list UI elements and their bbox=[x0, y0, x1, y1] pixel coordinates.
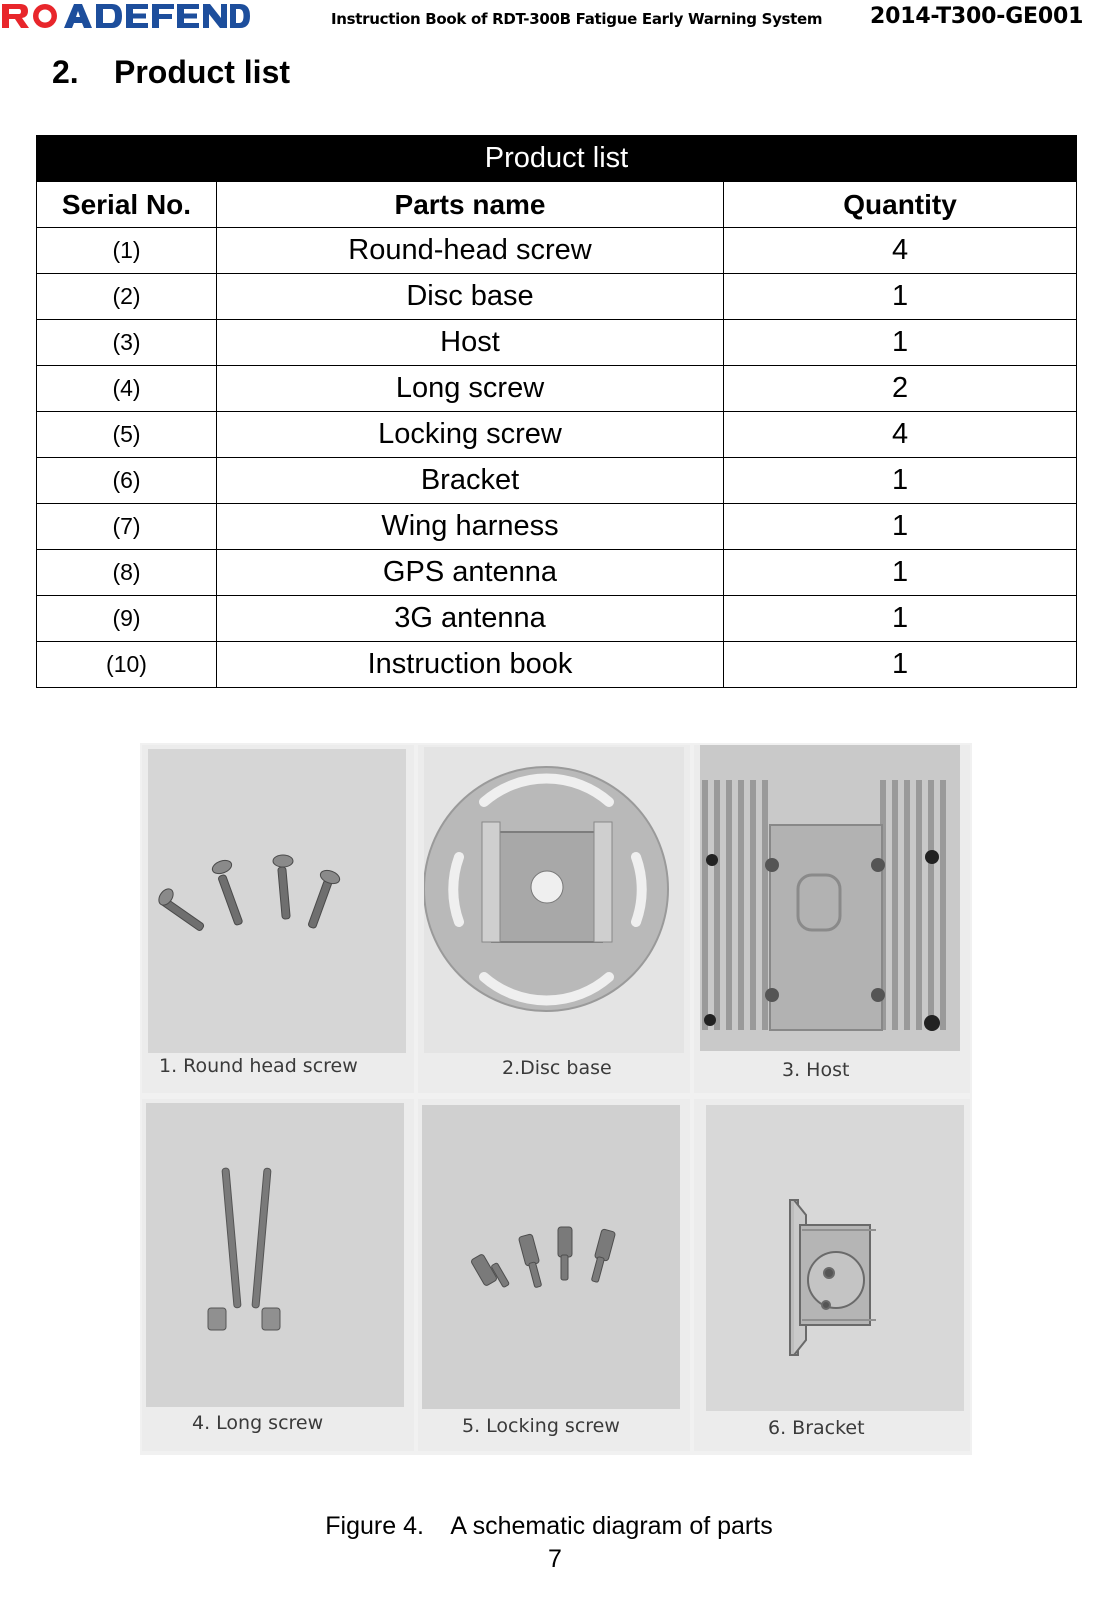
quantity-cell: 1 bbox=[724, 550, 1077, 596]
table-row bbox=[37, 642, 1077, 688]
long-screw-photo bbox=[146, 1103, 404, 1407]
part-name-cell: Wing harness bbox=[217, 504, 724, 550]
table-row bbox=[37, 274, 1077, 320]
part-name-cell: GPS antenna bbox=[217, 550, 724, 596]
part-name-cell: Disc base bbox=[217, 274, 724, 320]
serial-cell: (10) bbox=[37, 642, 217, 688]
serial-cell: (7) bbox=[37, 504, 217, 550]
figure-caption: Figure 4. A schematic diagram of parts bbox=[325, 1512, 773, 1540]
host-photo bbox=[700, 745, 960, 1051]
quantity-cell: 4 bbox=[724, 412, 1077, 458]
table-row bbox=[37, 504, 1077, 550]
quantity-cell: 1 bbox=[724, 642, 1077, 688]
section-heading bbox=[52, 54, 290, 91]
roadefend-logo bbox=[0, 0, 252, 32]
section-title-text: Product list bbox=[114, 54, 291, 90]
table-row bbox=[37, 320, 1077, 366]
quantity-cell: 1 bbox=[724, 504, 1077, 550]
part-name-cell: 3G antenna bbox=[217, 596, 724, 642]
panel-locking-screw bbox=[418, 1099, 690, 1451]
quantity-cell: 1 bbox=[724, 596, 1077, 642]
part-name-cell: Host bbox=[217, 320, 724, 366]
page-number: 7 bbox=[548, 1545, 562, 1573]
product-list-table bbox=[36, 135, 1077, 688]
serial-cell: (5) bbox=[37, 412, 217, 458]
parts-figure bbox=[140, 743, 972, 1455]
part-name-cell: Locking screw bbox=[217, 412, 724, 458]
table-row bbox=[37, 550, 1077, 596]
locking-screw-photo bbox=[422, 1105, 680, 1409]
part-name-cell: Bracket bbox=[217, 458, 724, 504]
column-header-serial: Serial No. bbox=[37, 182, 217, 228]
document-code: 2014-T300-GE001 bbox=[870, 4, 1084, 29]
panel-round-head-screw bbox=[142, 745, 414, 1093]
quantity-cell: 1 bbox=[724, 274, 1077, 320]
document-title: Instruction Book of RDT-300B Fatigue Early Warning System bbox=[331, 10, 823, 28]
panel-label: 5. Locking screw bbox=[462, 1415, 620, 1437]
quantity-cell: 1 bbox=[724, 320, 1077, 366]
bracket-photo bbox=[706, 1105, 964, 1411]
serial-cell: (6) bbox=[37, 458, 217, 504]
serial-cell: (8) bbox=[37, 550, 217, 596]
panel-host bbox=[694, 745, 970, 1093]
serial-cell: (2) bbox=[37, 274, 217, 320]
panel-bracket bbox=[694, 1099, 970, 1451]
panel-label: 2.Disc base bbox=[502, 1057, 612, 1079]
part-name-cell: Round-head screw bbox=[217, 228, 724, 274]
panel-long-screw bbox=[142, 1099, 414, 1451]
panel-label: 1. Round head screw bbox=[159, 1055, 358, 1077]
table-row bbox=[37, 412, 1077, 458]
quantity-cell: 2 bbox=[724, 366, 1077, 412]
column-header-quantity: Quantity bbox=[724, 182, 1077, 228]
round-head-screw-photo bbox=[148, 749, 406, 1053]
table-row bbox=[37, 366, 1077, 412]
quantity-cell: 1 bbox=[724, 458, 1077, 504]
quantity-cell: 4 bbox=[724, 228, 1077, 274]
serial-cell: (3) bbox=[37, 320, 217, 366]
table-row bbox=[37, 596, 1077, 642]
part-name-cell: Instruction book bbox=[217, 642, 724, 688]
serial-cell: (9) bbox=[37, 596, 217, 642]
section-number: 2. bbox=[52, 54, 79, 90]
panel-label: 3. Host bbox=[782, 1059, 850, 1081]
table-row bbox=[37, 228, 1077, 274]
part-name-cell: Long screw bbox=[217, 366, 724, 412]
serial-cell: (4) bbox=[37, 366, 217, 412]
table-caption-row bbox=[37, 136, 1077, 182]
panel-label: 4. Long screw bbox=[192, 1412, 324, 1434]
panel-label: 6. Bracket bbox=[768, 1417, 865, 1439]
disc-base-photo bbox=[424, 747, 684, 1053]
table-row bbox=[37, 458, 1077, 504]
serial-cell: (1) bbox=[37, 228, 217, 274]
table-header-row bbox=[37, 182, 1077, 228]
column-header-parts-name: Parts name bbox=[217, 182, 724, 228]
table-caption: Product list bbox=[37, 136, 1077, 182]
panel-disc-base bbox=[418, 745, 690, 1093]
